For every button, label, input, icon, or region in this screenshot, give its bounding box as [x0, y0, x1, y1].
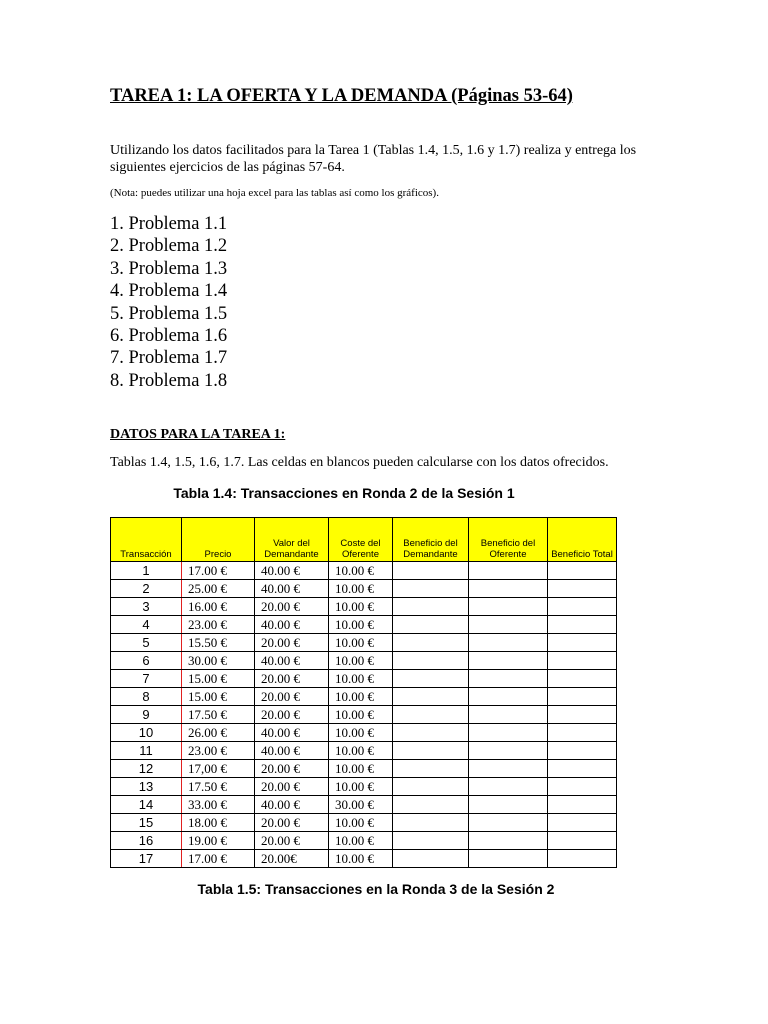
cell-valor: 20.00 € — [255, 832, 329, 850]
cell-empty — [393, 796, 469, 814]
cell-transaccion: 14 — [111, 796, 182, 814]
problem-item: 6. Problema 1.6 — [110, 326, 228, 347]
cell-empty — [548, 652, 617, 670]
cell-precio: 16.00 € — [182, 598, 255, 616]
table-row — [111, 832, 617, 850]
table-row — [111, 850, 617, 868]
column-header-beneficio-oferente: Beneficio del Oferente — [469, 518, 548, 562]
column-header-beneficio-total: Beneficio Total — [548, 518, 617, 562]
cell-transaccion: 9 — [111, 706, 182, 724]
cell-empty — [548, 688, 617, 706]
cell-empty — [393, 562, 469, 580]
datos-heading: DATOS PARA LA TAREA 1: — [110, 427, 286, 442]
table-row — [111, 742, 617, 760]
cell-valor: 40.00 € — [255, 616, 329, 634]
table-body — [111, 562, 617, 868]
cell-precio: 17.00 € — [182, 562, 255, 580]
cell-empty — [469, 832, 548, 850]
cell-empty — [393, 688, 469, 706]
cell-precio: 23.00 € — [182, 742, 255, 760]
column-header-valor-demandante: Valor del Demandante — [255, 518, 329, 562]
cell-empty — [469, 724, 548, 742]
table-row — [111, 688, 617, 706]
cell-transaccion: 13 — [111, 778, 182, 796]
cell-empty — [469, 616, 548, 634]
cell-precio: 15.00 € — [182, 670, 255, 688]
cell-precio: 17,00 € — [182, 760, 255, 778]
cell-precio: 15.00 € — [182, 688, 255, 706]
cell-coste: 10.00 € — [329, 706, 393, 724]
cell-coste: 10.00 € — [329, 634, 393, 652]
cell-transaccion: 4 — [111, 616, 182, 634]
table-row — [111, 634, 617, 652]
cell-empty — [469, 562, 548, 580]
cell-empty — [548, 742, 617, 760]
cell-precio: 17.50 € — [182, 706, 255, 724]
cell-valor: 40.00 € — [255, 580, 329, 598]
cell-coste: 10.00 € — [329, 832, 393, 850]
cell-empty — [548, 580, 617, 598]
table-row — [111, 760, 617, 778]
cell-empty — [393, 634, 469, 652]
cell-empty — [469, 760, 548, 778]
cell-empty — [548, 850, 617, 868]
cell-empty — [469, 670, 548, 688]
cell-valor: 40.00 € — [255, 796, 329, 814]
cell-transaccion: 17 — [111, 850, 182, 868]
cell-coste: 10.00 € — [329, 688, 393, 706]
cell-empty — [469, 652, 548, 670]
cell-coste: 10.00 € — [329, 778, 393, 796]
cell-coste: 10.00 € — [329, 670, 393, 688]
cell-empty — [393, 652, 469, 670]
cell-empty — [548, 562, 617, 580]
problem-item: 8. Problema 1.8 — [110, 370, 228, 391]
cell-empty — [469, 688, 548, 706]
cell-valor: 20.00 € — [255, 598, 329, 616]
cell-empty — [548, 634, 617, 652]
cell-empty — [548, 778, 617, 796]
cell-precio: 25.00 € — [182, 580, 255, 598]
cell-valor: 20.00 € — [255, 814, 329, 832]
cell-empty — [469, 580, 548, 598]
problem-item: 2. Problema 1.2 — [110, 236, 228, 257]
cell-coste: 10.00 € — [329, 760, 393, 778]
cell-transaccion: 1 — [111, 562, 182, 580]
cell-empty — [393, 616, 469, 634]
cell-precio: 17.00 € — [182, 850, 255, 868]
cell-precio: 30.00 € — [182, 652, 255, 670]
table-row — [111, 778, 617, 796]
cell-empty — [393, 850, 469, 868]
cell-empty — [469, 796, 548, 814]
cell-transaccion: 5 — [111, 634, 182, 652]
column-header-precio: Precio — [182, 518, 255, 562]
cell-transaccion: 3 — [111, 598, 182, 616]
cell-valor: 40.00 € — [255, 562, 329, 580]
cell-coste: 10.00 € — [329, 580, 393, 598]
table-row — [111, 598, 617, 616]
problem-list — [110, 213, 227, 392]
cell-transaccion: 10 — [111, 724, 182, 742]
table-row — [111, 670, 617, 688]
cell-coste: 10.00 € — [329, 814, 393, 832]
cell-transaccion: 8 — [111, 688, 182, 706]
table-row — [111, 814, 617, 832]
table-1-5-caption: Tabla 1.5: Transacciones en la Ronda 3 de la Sesión 2 — [197, 881, 555, 897]
cell-empty — [469, 634, 548, 652]
cell-valor: 20.00 € — [255, 778, 329, 796]
problem-item: 4. Problema 1.4 — [110, 281, 228, 302]
cell-transaccion: 11 — [111, 742, 182, 760]
table-row — [111, 580, 617, 598]
datos-description: Tablas 1.4, 1.5, 1.6, 1.7. Las celdas en blancos pueden calcularse con los datos ofrecidos. — [110, 455, 609, 470]
cell-empty — [393, 832, 469, 850]
cell-empty — [548, 814, 617, 832]
problem-item: 3. Problema 1.3 — [110, 258, 228, 279]
cell-empty — [548, 724, 617, 742]
cell-empty — [393, 598, 469, 616]
cell-empty — [393, 580, 469, 598]
cell-coste: 10.00 € — [329, 724, 393, 742]
table-row — [111, 652, 617, 670]
cell-empty — [469, 742, 548, 760]
cell-empty — [393, 724, 469, 742]
cell-empty — [393, 706, 469, 724]
cell-precio: 17.50 € — [182, 778, 255, 796]
cell-empty — [393, 670, 469, 688]
cell-empty — [548, 796, 617, 814]
cell-empty — [469, 598, 548, 616]
cell-coste: 30.00 € — [329, 796, 393, 814]
cell-transaccion: 12 — [111, 760, 182, 778]
cell-precio: 26.00 € — [182, 724, 255, 742]
cell-precio: 33.00 € — [182, 796, 255, 814]
problem-item: 5. Problema 1.5 — [110, 303, 228, 324]
cell-empty — [393, 760, 469, 778]
problem-item: 7. Problema 1.7 — [110, 348, 228, 369]
cell-empty — [548, 670, 617, 688]
cell-valor: 20.00€ — [255, 850, 329, 868]
cell-empty — [548, 832, 617, 850]
cell-coste: 10.00 € — [329, 616, 393, 634]
cell-valor: 20.00 € — [255, 670, 329, 688]
cell-empty — [393, 778, 469, 796]
cell-valor: 40.00 € — [255, 742, 329, 760]
document-title: TAREA 1: LA OFERTA Y LA DEMANDA (Páginas 53-64) — [110, 86, 573, 106]
cell-empty — [393, 814, 469, 832]
cell-empty — [548, 616, 617, 634]
column-header-coste-oferente: Coste del Oferente — [329, 518, 393, 562]
cell-coste: 10.00 € — [329, 562, 393, 580]
cell-empty — [469, 706, 548, 724]
note-text: (Nota: puedes utilizar una hoja excel para las tablas así como los gráficos). — [110, 187, 439, 199]
cell-empty — [469, 814, 548, 832]
column-header-beneficio-demandante: Beneficio del Demandante — [393, 518, 469, 562]
cell-precio: 23.00 € — [182, 616, 255, 634]
column-header-transaccion: Transacción — [111, 518, 182, 562]
cell-coste: 10.00 € — [329, 652, 393, 670]
cell-coste: 10.00 € — [329, 742, 393, 760]
problem-item: 1. Problema 1.1 — [110, 214, 228, 234]
cell-empty — [548, 706, 617, 724]
cell-precio: 15.50 € — [182, 634, 255, 652]
cell-valor: 20.00 € — [255, 634, 329, 652]
table-row — [111, 562, 617, 580]
table-header-row — [111, 518, 617, 562]
table-row — [111, 616, 617, 634]
cell-empty — [548, 760, 617, 778]
cell-valor: 40.00 € — [255, 724, 329, 742]
intro-paragraph: Utilizando los datos facilitados para la Tarea 1 (Tablas 1.4, 1.5, 1.6 y 1.7) realiza y entrega los siguientes ejercicios de las páginas 57-64. — [110, 143, 637, 175]
table-1-4 — [110, 517, 617, 868]
table-row — [111, 706, 617, 724]
cell-valor: 20.00 € — [255, 760, 329, 778]
cell-transaccion: 16 — [111, 832, 182, 850]
table-row — [111, 724, 617, 742]
cell-precio: 18.00 € — [182, 814, 255, 832]
cell-precio: 19.00 € — [182, 832, 255, 850]
cell-empty — [393, 742, 469, 760]
table-1-4-caption: Tabla 1.4: Transacciones en Ronda 2 de la Sesión 1 — [173, 485, 515, 501]
table-row — [111, 796, 617, 814]
cell-valor: 40.00 € — [255, 652, 329, 670]
cell-transaccion: 6 — [111, 652, 182, 670]
cell-coste: 10.00 € — [329, 598, 393, 616]
cell-empty — [469, 850, 548, 868]
cell-valor: 20.00 € — [255, 688, 329, 706]
cell-empty — [548, 598, 617, 616]
cell-transaccion: 15 — [111, 814, 182, 832]
cell-transaccion: 2 — [111, 580, 182, 598]
cell-valor: 20.00 € — [255, 706, 329, 724]
cell-transaccion: 7 — [111, 670, 182, 688]
cell-empty — [469, 778, 548, 796]
cell-coste: 10.00 € — [329, 850, 393, 868]
